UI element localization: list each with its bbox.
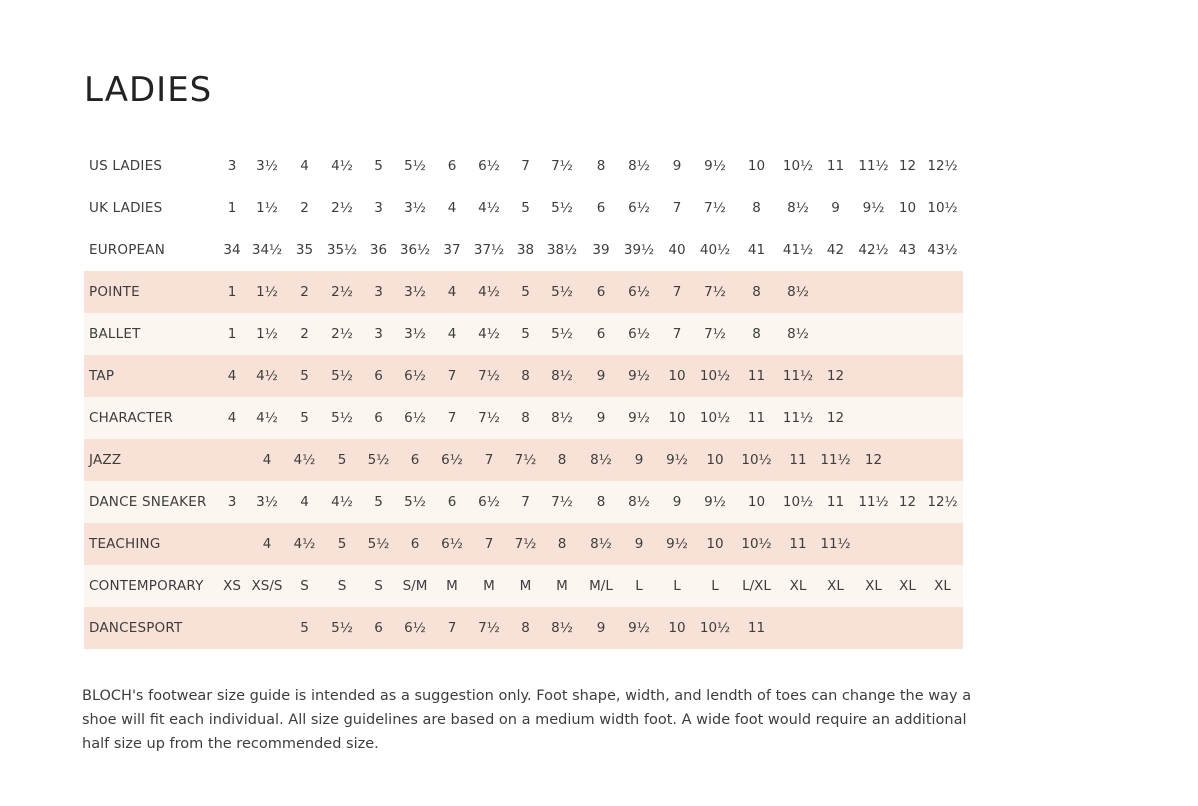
size-chart-table	[84, 145, 963, 649]
size-cell: 10½	[734, 439, 779, 481]
size-cell: XL	[893, 565, 922, 607]
size-cell: 6½	[469, 481, 509, 523]
size-cell: 10	[658, 607, 696, 649]
size-row-contemporary	[84, 565, 963, 607]
size-cell: 10	[658, 355, 696, 397]
size-cell: 7½	[469, 607, 509, 649]
size-cell: M/L	[582, 565, 620, 607]
size-cell: 35	[287, 229, 322, 271]
size-cell: 11	[734, 355, 779, 397]
size-cell: 4	[435, 187, 469, 229]
size-row-dance-sneaker	[84, 481, 963, 523]
size-cell: 3	[217, 481, 247, 523]
page-title: LADIES	[84, 70, 213, 110]
size-row-teaching	[84, 523, 963, 565]
size-cell: 3½	[247, 481, 287, 523]
size-row-ballet	[84, 313, 963, 355]
size-row-dancesport	[84, 607, 963, 649]
size-row-label: BALLET	[84, 313, 217, 355]
size-row-pointe	[84, 271, 963, 313]
size-cell: 3½	[247, 145, 287, 187]
size-cell: 3	[362, 271, 395, 313]
size-cell	[922, 439, 963, 481]
size-cell: 10	[696, 439, 734, 481]
size-cell	[217, 607, 247, 649]
size-cell: L	[620, 565, 658, 607]
size-cell: 4½	[247, 355, 287, 397]
size-cell: 5½	[542, 271, 582, 313]
size-cell: 2½	[322, 271, 362, 313]
size-row-character	[84, 397, 963, 439]
size-cell: 5	[362, 145, 395, 187]
size-cell: 7½	[696, 313, 734, 355]
size-cell: 7	[509, 145, 542, 187]
size-cell: 8	[582, 145, 620, 187]
size-cell: 8	[542, 523, 582, 565]
size-row-label: CONTEMPORARY	[84, 565, 217, 607]
size-cell: 9½	[620, 607, 658, 649]
size-cell: 7	[658, 271, 696, 313]
size-cell: 6½	[620, 271, 658, 313]
size-cell: 3	[217, 145, 247, 187]
size-cell: 6½	[620, 313, 658, 355]
size-cell: 7½	[469, 355, 509, 397]
size-cell: 6	[435, 145, 469, 187]
size-cell: 11½	[779, 397, 817, 439]
size-cell: 9½	[696, 481, 734, 523]
size-cell: 38	[509, 229, 542, 271]
size-cell: 5½	[322, 397, 362, 439]
size-cell: 5	[509, 187, 542, 229]
size-cell: XL	[854, 565, 893, 607]
size-cell: 5	[287, 607, 322, 649]
size-cell: 6½	[435, 439, 469, 481]
size-cell: 4½	[287, 523, 322, 565]
size-cell: 12½	[922, 145, 963, 187]
size-cell: 1	[217, 187, 247, 229]
size-cell: L	[696, 565, 734, 607]
size-row-uk-ladies	[84, 187, 963, 229]
size-row-label: POINTE	[84, 271, 217, 313]
size-cell: 6½	[435, 523, 469, 565]
size-cell	[817, 313, 854, 355]
size-cell: 6	[362, 607, 395, 649]
size-cell: 5½	[322, 355, 362, 397]
size-cell	[247, 607, 287, 649]
size-cell: 6	[582, 187, 620, 229]
size-row-label: TEACHING	[84, 523, 217, 565]
size-cell: 10	[734, 481, 779, 523]
size-cell: 8½	[779, 271, 817, 313]
size-cell	[854, 607, 893, 649]
size-cell	[817, 271, 854, 313]
size-cell: XS	[217, 565, 247, 607]
size-cell: S	[287, 565, 322, 607]
size-cell	[922, 355, 963, 397]
size-cell: L	[658, 565, 696, 607]
size-cell: 36	[362, 229, 395, 271]
size-cell: 7	[435, 397, 469, 439]
size-cell: 11	[734, 397, 779, 439]
size-cell: 8½	[542, 397, 582, 439]
size-cell: 8½	[779, 313, 817, 355]
size-cell: 9½	[696, 145, 734, 187]
size-cell: 12	[817, 355, 854, 397]
size-cell: 11	[817, 145, 854, 187]
size-cell: 10½	[779, 145, 817, 187]
size-cell: 7	[509, 481, 542, 523]
size-cell: 1½	[247, 313, 287, 355]
size-cell: 39	[582, 229, 620, 271]
size-cell: 42½	[854, 229, 893, 271]
size-cell: 9	[582, 607, 620, 649]
size-row-label: TAP	[84, 355, 217, 397]
size-cell: 43	[893, 229, 922, 271]
size-cell: 40½	[696, 229, 734, 271]
size-cell: 9	[658, 145, 696, 187]
size-cell: 1	[217, 271, 247, 313]
size-cell: 6½	[620, 187, 658, 229]
size-cell	[854, 523, 893, 565]
size-row-label: US LADIES	[84, 145, 217, 187]
size-cell: 9½	[620, 397, 658, 439]
size-cell: 1	[217, 313, 247, 355]
size-cell: 10½	[696, 355, 734, 397]
size-cell: 7½	[509, 523, 542, 565]
size-cell: 11	[734, 607, 779, 649]
size-cell: 6½	[395, 355, 435, 397]
size-cell: 7	[658, 313, 696, 355]
size-cell: 12½	[922, 481, 963, 523]
size-cell	[922, 397, 963, 439]
size-cell	[854, 355, 893, 397]
size-cell: 9	[620, 439, 658, 481]
size-cell: 7½	[469, 397, 509, 439]
size-cell	[922, 271, 963, 313]
size-cell: 9	[582, 397, 620, 439]
size-cell: 5	[287, 355, 322, 397]
size-cell: 1½	[247, 271, 287, 313]
size-cell: 2½	[322, 313, 362, 355]
size-cell: M	[509, 565, 542, 607]
size-cell: 8½	[542, 607, 582, 649]
size-cell: 11	[779, 439, 817, 481]
size-cell	[893, 271, 922, 313]
size-cell: 3½	[395, 271, 435, 313]
size-cell: 12	[893, 145, 922, 187]
size-cell: 4½	[469, 271, 509, 313]
size-cell: 7	[469, 523, 509, 565]
size-row-label: JAZZ	[84, 439, 217, 481]
size-cell: 10	[893, 187, 922, 229]
size-cell: XL	[779, 565, 817, 607]
size-cell	[922, 523, 963, 565]
size-cell: 1½	[247, 187, 287, 229]
size-cell: 6½	[395, 607, 435, 649]
size-cell: 5	[322, 523, 362, 565]
size-cell: 5	[322, 439, 362, 481]
size-cell	[217, 523, 247, 565]
size-cell: 41½	[779, 229, 817, 271]
size-cell: 5½	[395, 481, 435, 523]
size-cell: 9	[658, 481, 696, 523]
size-cell: 3½	[395, 187, 435, 229]
size-cell: 9	[817, 187, 854, 229]
size-cell: 8	[734, 187, 779, 229]
size-cell: 8	[542, 439, 582, 481]
size-cell: 8½	[542, 355, 582, 397]
size-cell: 4	[247, 523, 287, 565]
size-cell: 4	[217, 355, 247, 397]
size-cell: 4½	[469, 187, 509, 229]
size-cell: 7	[469, 439, 509, 481]
size-cell: 11½	[817, 439, 854, 481]
size-cell: 7½	[696, 187, 734, 229]
size-cell: 10½	[734, 523, 779, 565]
size-cell: 5½	[542, 187, 582, 229]
size-cell: 8½	[582, 439, 620, 481]
size-cell: 10½	[696, 397, 734, 439]
size-cell: 5½	[542, 313, 582, 355]
size-row-label: DANCESPORT	[84, 607, 217, 649]
size-cell	[893, 313, 922, 355]
size-cell	[854, 397, 893, 439]
size-cell	[893, 523, 922, 565]
size-cell: 37½	[469, 229, 509, 271]
size-cell: XL	[817, 565, 854, 607]
size-cell: 3	[362, 313, 395, 355]
size-cell: 9	[620, 523, 658, 565]
size-guide-disclaimer: BLOCH's footwear size guide is intended as a suggestion only. Foot shape, width, and lendth of toes can change the way a shoe will fit each individual. All size guidelines are based on a medium width foot. A wide foot would require an additional half size up from the recommended size.	[82, 688, 972, 752]
size-cell: M	[469, 565, 509, 607]
size-cell: 5	[362, 481, 395, 523]
size-cell: 2	[287, 187, 322, 229]
size-cell: XS/S	[247, 565, 287, 607]
size-cell: 10½	[696, 607, 734, 649]
size-cell: 5½	[362, 523, 395, 565]
size-cell: 2½	[322, 187, 362, 229]
size-cell: 7	[658, 187, 696, 229]
size-cell: 2	[287, 313, 322, 355]
size-row-label: DANCE SNEAKER	[84, 481, 217, 523]
size-cell: 9½	[620, 355, 658, 397]
size-cell	[893, 397, 922, 439]
size-row-us-ladies	[84, 145, 963, 187]
size-cell	[922, 313, 963, 355]
size-cell: 8	[509, 355, 542, 397]
size-cell: 7	[435, 607, 469, 649]
size-cell: 6½	[469, 145, 509, 187]
size-cell: 9½	[658, 523, 696, 565]
size-cell: 8½	[620, 481, 658, 523]
size-cell: 10½	[779, 481, 817, 523]
size-cell: 4½	[322, 145, 362, 187]
size-cell: 5½	[362, 439, 395, 481]
size-cell	[854, 271, 893, 313]
size-cell: 12	[817, 397, 854, 439]
size-cell: 4	[435, 271, 469, 313]
size-cell: 10½	[922, 187, 963, 229]
size-cell: 11½	[854, 145, 893, 187]
size-cell: 7½	[696, 271, 734, 313]
size-cell: 4½	[247, 397, 287, 439]
size-cell: 37	[435, 229, 469, 271]
size-cell: 35½	[322, 229, 362, 271]
size-cell: 9½	[854, 187, 893, 229]
size-cell: 4	[287, 145, 322, 187]
size-cell: 6	[395, 523, 435, 565]
size-cell: 6	[435, 481, 469, 523]
size-cell: 6	[362, 355, 395, 397]
size-cell: 34	[217, 229, 247, 271]
size-cell: 8	[509, 397, 542, 439]
size-cell: 9	[582, 355, 620, 397]
size-cell: 5	[509, 313, 542, 355]
size-cell	[893, 355, 922, 397]
size-cell	[817, 607, 854, 649]
size-cell: 42	[817, 229, 854, 271]
size-cell: 10	[696, 523, 734, 565]
size-cell: 3½	[395, 313, 435, 355]
size-cell: 6	[362, 397, 395, 439]
size-cell: 11½	[854, 481, 893, 523]
size-cell: 5½	[395, 145, 435, 187]
size-cell: 3	[362, 187, 395, 229]
size-cell: 7	[435, 355, 469, 397]
size-cell: 8	[509, 607, 542, 649]
size-cell: 6½	[395, 397, 435, 439]
size-cell: 7½	[542, 481, 582, 523]
size-cell: 4	[247, 439, 287, 481]
size-cell: 5½	[322, 607, 362, 649]
size-row-label: UK LADIES	[84, 187, 217, 229]
size-row-tap	[84, 355, 963, 397]
size-cell: 4	[217, 397, 247, 439]
size-cell: 7½	[542, 145, 582, 187]
size-cell	[893, 439, 922, 481]
size-cell: 43½	[922, 229, 963, 271]
size-cell: 10	[658, 397, 696, 439]
size-cell: 9½	[658, 439, 696, 481]
size-cell: 4	[435, 313, 469, 355]
size-cell: 5	[287, 397, 322, 439]
size-cell: M	[435, 565, 469, 607]
size-cell	[854, 313, 893, 355]
size-cell: 11½	[817, 523, 854, 565]
size-cell: 39½	[620, 229, 658, 271]
size-cell: 8	[734, 313, 779, 355]
size-cell: 12	[854, 439, 893, 481]
size-cell: 40	[658, 229, 696, 271]
size-cell: 11	[779, 523, 817, 565]
size-cell: S/M	[395, 565, 435, 607]
size-cell: 34½	[247, 229, 287, 271]
size-cell	[893, 607, 922, 649]
size-cell: 2	[287, 271, 322, 313]
size-cell: 36½	[395, 229, 435, 271]
size-cell: 6	[582, 313, 620, 355]
size-cell	[922, 607, 963, 649]
size-cell: 10	[734, 145, 779, 187]
size-cell: 5	[509, 271, 542, 313]
size-cell: 4½	[469, 313, 509, 355]
size-cell: 11½	[779, 355, 817, 397]
size-row-label: EUROPEAN	[84, 229, 217, 271]
size-row-jazz	[84, 439, 963, 481]
size-cell: S	[322, 565, 362, 607]
size-cell: 8	[582, 481, 620, 523]
size-cell: 4	[287, 481, 322, 523]
size-cell: 12	[893, 481, 922, 523]
size-cell: 7½	[509, 439, 542, 481]
size-cell: S	[362, 565, 395, 607]
size-cell: M	[542, 565, 582, 607]
size-cell: 6	[582, 271, 620, 313]
size-row-european	[84, 229, 963, 271]
size-row-label: CHARACTER	[84, 397, 217, 439]
size-cell: 6	[395, 439, 435, 481]
size-cell: 4½	[322, 481, 362, 523]
size-cell: XL	[922, 565, 963, 607]
size-cell: L/XL	[734, 565, 779, 607]
size-cell: 8½	[779, 187, 817, 229]
size-cell: 41	[734, 229, 779, 271]
size-cell	[217, 439, 247, 481]
size-cell: 38½	[542, 229, 582, 271]
size-cell: 8½	[620, 145, 658, 187]
size-cell: 8½	[582, 523, 620, 565]
size-cell	[779, 607, 817, 649]
size-cell: 11	[817, 481, 854, 523]
size-cell: 8	[734, 271, 779, 313]
size-cell: 4½	[287, 439, 322, 481]
